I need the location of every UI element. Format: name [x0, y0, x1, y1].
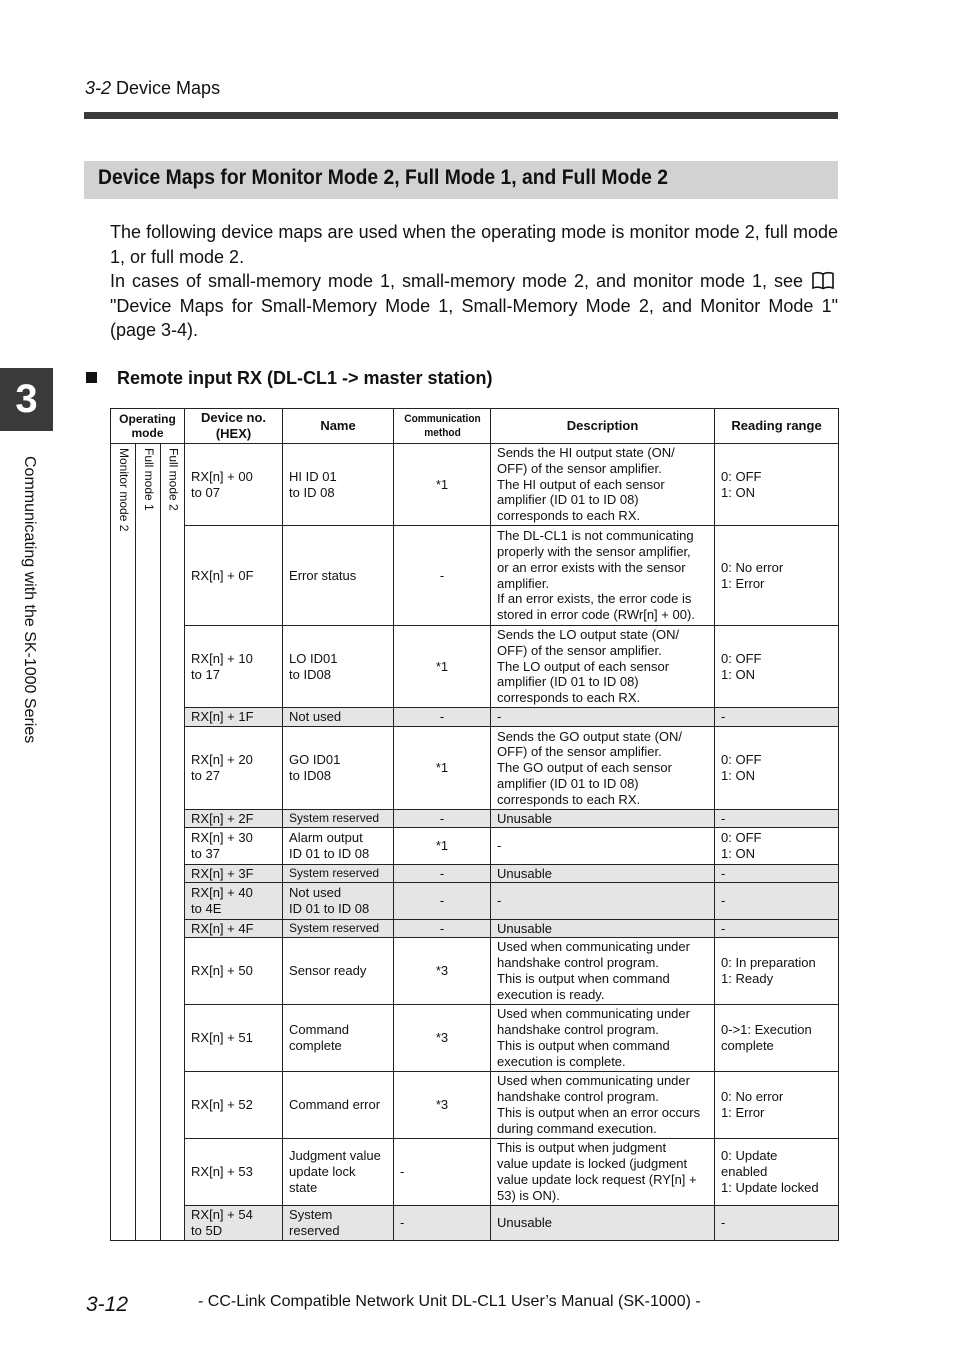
cell-device-no: RX[n] + 2F — [185, 810, 283, 828]
cell-name: Judgment value update lock state — [283, 1139, 394, 1206]
cell-device-no: RX[n] + 51 — [185, 1005, 283, 1072]
running-header — [85, 78, 220, 99]
mode-column — [161, 444, 185, 1241]
cell-name: HI ID 01 to ID 08 — [283, 444, 394, 526]
mode-column — [136, 444, 161, 1241]
cell-communication-method: *1 — [394, 727, 491, 810]
table-row — [111, 526, 839, 626]
cell-reading-range: 0: OFF 1: ON — [715, 828, 839, 865]
cell-reading-range: 0: OFF 1: ON — [715, 626, 839, 708]
table-row — [111, 626, 839, 708]
header-rule — [84, 112, 838, 119]
cell-description: Unusable — [491, 920, 715, 938]
cell-name: Alarm output ID 01 to ID 08 — [283, 828, 394, 865]
cell-reading-range: - — [715, 865, 839, 883]
table-row — [111, 1206, 839, 1241]
cell-device-no: RX[n] + 52 — [185, 1072, 283, 1139]
header-device-no: Device no. (HEX) — [185, 409, 283, 444]
mode-label: Full mode 1 — [141, 448, 156, 511]
cell-device-no: RX[n] + 53 — [185, 1139, 283, 1206]
cell-device-no: RX[n] + 4F — [185, 920, 283, 938]
cell-description: - — [491, 708, 715, 727]
cell-description: - — [491, 883, 715, 920]
table-row — [111, 727, 839, 810]
cell-name: System reserved — [283, 920, 394, 938]
mode-column — [111, 444, 136, 1241]
table-header-row — [111, 409, 839, 444]
cell-communication-method: *1 — [394, 444, 491, 526]
cell-communication-method: - — [394, 920, 491, 938]
table-row — [111, 883, 839, 920]
table-row — [111, 1139, 839, 1206]
table-row — [111, 1005, 839, 1072]
cell-reading-range: - — [715, 1206, 839, 1241]
cell-name: Command complete — [283, 1005, 394, 1072]
chapter-tab: 3 — [0, 368, 53, 431]
header-description: Description — [491, 409, 715, 444]
header-name: Name — [283, 409, 394, 444]
chapter-side-title: Communicating with the SK-1000 Series — [21, 456, 38, 744]
cell-reading-range: 0: No error 1: Error — [715, 526, 839, 626]
mode-label: Full mode 2 — [166, 448, 181, 511]
cell-description: Unusable — [491, 1206, 715, 1241]
cell-description: Sends the LO output state (ON/ OFF) of the sensor amplifier. The LO output of each sensor amplifier (ID 01 to ID 08) corresponds to each RX. — [491, 626, 715, 708]
cell-name: LO ID01 to ID08 — [283, 626, 394, 708]
table-row — [111, 444, 839, 526]
table-row — [111, 865, 839, 883]
cell-device-no: RX[n] + 0F — [185, 526, 283, 626]
header-section-number: 3-2 — [85, 78, 112, 98]
intro-text — [110, 220, 838, 343]
cell-communication-method: - — [394, 708, 491, 727]
cell-description: This is output when judgment value update is locked (judgment value update lock request (RY[n] + 53) is ON). — [491, 1139, 715, 1206]
cell-communication-method: - — [394, 526, 491, 626]
header-operating-mode: Operating mode — [111, 409, 185, 444]
cell-description: Sends the HI output state (ON/ OFF) of the sensor amplifier. The HI output of each sensor amplifier (ID 01 to ID 08) corresponds to each RX. — [491, 444, 715, 526]
cell-communication-method: - — [394, 1139, 491, 1206]
cell-device-no: RX[n] + 54 to 5D — [185, 1206, 283, 1241]
cell-device-no: RX[n] + 00 to 07 — [185, 444, 283, 526]
cell-reading-range: - — [715, 708, 839, 727]
cell-device-no: RX[n] + 40 to 4E — [185, 883, 283, 920]
section-title-box — [84, 161, 838, 199]
cell-name: Error status — [283, 526, 394, 626]
cell-communication-method: - — [394, 810, 491, 828]
cell-device-no: RX[n] + 1F — [185, 708, 283, 727]
cell-name: Sensor ready — [283, 938, 394, 1005]
header-section-title: Device Maps — [116, 78, 221, 98]
section-title: Device Maps for Monitor Mode 2, Full Mode 1, and Full Mode 2 — [98, 166, 668, 189]
table-row — [111, 708, 839, 727]
cell-communication-method: *3 — [394, 938, 491, 1005]
device-map-table — [110, 408, 839, 1241]
chapter-side-title-box — [20, 456, 40, 816]
cell-name: Command error — [283, 1072, 394, 1139]
cell-reading-range: 0: OFF 1: ON — [715, 727, 839, 810]
cell-device-no: RX[n] + 20 to 27 — [185, 727, 283, 810]
cell-communication-method: *3 — [394, 1072, 491, 1139]
intro-paragraph-1: The following device maps are used when the operating mode is monitor mode 2, full mode 1, or full mode 2. — [110, 222, 838, 267]
square-bullet-icon — [86, 372, 97, 383]
cell-communication-method: - — [394, 1206, 491, 1241]
cell-description: Used when communicating under handshake control program. This is output when command execution is ready. — [491, 938, 715, 1005]
cell-device-no: RX[n] + 30 to 37 — [185, 828, 283, 865]
cell-reading-range: 0: Update enabled 1: Update locked — [715, 1139, 839, 1206]
cell-device-no: RX[n] + 50 — [185, 938, 283, 1005]
cell-communication-method: - — [394, 883, 491, 920]
cell-name: System reserved — [283, 810, 394, 828]
page-number: 3-12 — [86, 1293, 129, 1316]
footer-manual-title: - CC-Link Compatible Network Unit DL-CL1 User’s Manual (SK-1000) - — [198, 1293, 701, 1310]
cell-device-no: RX[n] + 10 to 17 — [185, 626, 283, 708]
cell-reading-range: 0->1: Execution complete — [715, 1005, 839, 1072]
intro-see-text: In cases of small-memory mode 1, small-memory mode 2, and monitor mode 1, see — [110, 271, 804, 291]
cell-communication-method: *1 — [394, 626, 491, 708]
intro-paragraph-2 — [110, 269, 838, 343]
table-row — [111, 938, 839, 1005]
cell-communication-method: - — [394, 865, 491, 883]
table-row — [111, 920, 839, 938]
cell-description: Used when communicating under handshake control program. This is output when an error occurs during command execution. — [491, 1072, 715, 1139]
cell-name: System reserved — [283, 865, 394, 883]
cell-description: The DL-CL1 is not communicating properly with the sensor amplifier, or an error exists with the sensor amplifier. If an error exists, the error code is stored in error code (RWr[n] + 00). — [491, 526, 715, 626]
cell-reading-range: - — [715, 810, 839, 828]
cell-name: Not used — [283, 708, 394, 727]
cell-reading-range: 0: OFF 1: ON — [715, 444, 839, 526]
cell-name: Not used ID 01 to ID 08 — [283, 883, 394, 920]
cell-reading-range: 0: No error 1: Error — [715, 1072, 839, 1139]
subsection-title: Remote input RX (DL-CL1 -> master station) — [117, 368, 493, 388]
cell-description: Unusable — [491, 865, 715, 883]
cell-reading-range: 0: In preparation 1: Ready — [715, 938, 839, 1005]
subsection-heading — [86, 368, 493, 389]
cell-description: Sends the GO output state (ON/ OFF) of the sensor amplifier. The GO output of each sensor amplifier (ID 01 to ID 08) corresponds to each RX. — [491, 727, 715, 810]
cell-reading-range: - — [715, 920, 839, 938]
table-row — [111, 828, 839, 865]
cell-description: - — [491, 828, 715, 865]
cell-communication-method: *3 — [394, 1005, 491, 1072]
header-communication-method: Communication method — [397, 409, 486, 444]
header-reading-range: Reading range — [715, 409, 839, 444]
mode-label: Monitor mode 2 — [116, 448, 131, 532]
cell-name: GO ID01 to ID08 — [283, 727, 394, 810]
table-row — [111, 1072, 839, 1139]
cell-description: Used when communicating under handshake control program. This is output when command execution is complete. — [491, 1005, 715, 1072]
cell-description: Unusable — [491, 810, 715, 828]
table-row — [111, 810, 839, 828]
cell-device-no: RX[n] + 3F — [185, 865, 283, 883]
book-icon — [811, 271, 835, 290]
intro-reference-link[interactable]: "Device Maps for Small-Memory Mode 1, Small-Memory Mode 2, and Monitor Mode 1" (page 3-4). — [110, 295, 838, 340]
cell-name: System reserved — [283, 1206, 394, 1241]
cell-communication-method: *1 — [394, 828, 491, 865]
cell-reading-range: - — [715, 883, 839, 920]
